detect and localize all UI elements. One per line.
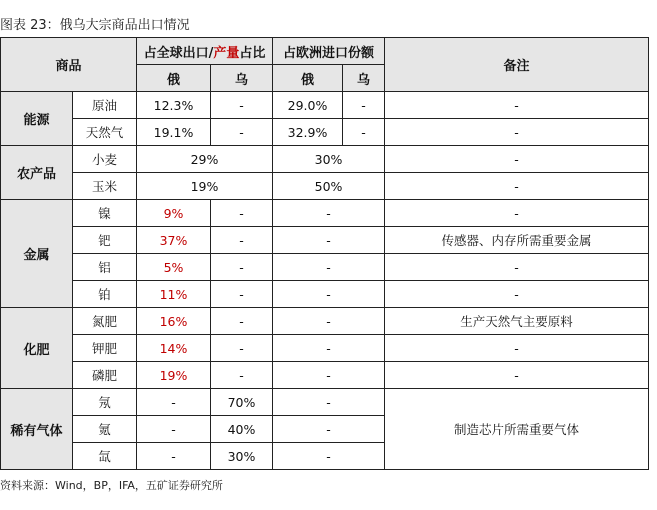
- group-energy: 能源: [1, 92, 73, 146]
- ru-export-cell: -: [137, 416, 211, 443]
- item-name: 原油: [73, 92, 137, 119]
- eu-combined-cell: -: [273, 416, 385, 443]
- table-row: [1, 281, 649, 308]
- item-name: 磷肥: [73, 362, 137, 389]
- header-russia-eu: 俄: [273, 65, 343, 92]
- item-name: 氮肥: [73, 308, 137, 335]
- table-row: [1, 389, 649, 416]
- header-ukraine-eu: 乌: [343, 65, 385, 92]
- eu-combined-cell: -: [273, 254, 385, 281]
- header-eu-import-share: 占欧洲进口份额: [273, 38, 385, 65]
- note-cell: -: [385, 254, 649, 281]
- eu-combined-cell: -: [273, 443, 385, 470]
- ru-export-cell: 16%: [137, 308, 211, 335]
- ua-export-cell: -: [211, 227, 273, 254]
- ua-export-cell: -: [211, 254, 273, 281]
- figure-caption: 图表 23：俄乌大宗商品出口情况: [0, 18, 190, 33]
- ua-export-cell: 30%: [211, 443, 273, 470]
- header-commodity: 商品: [1, 38, 137, 92]
- table-row: [1, 362, 649, 389]
- table-row: [1, 254, 649, 281]
- ua-export-cell: -: [211, 335, 273, 362]
- item-name: 铝: [73, 254, 137, 281]
- note-cell: -: [385, 281, 649, 308]
- item-name: 镍: [73, 200, 137, 227]
- item-name: 小麦: [73, 146, 137, 173]
- table-row: [1, 119, 649, 146]
- note-cell: -: [385, 335, 649, 362]
- note-cell: 传感器、内存所需重要金属: [385, 227, 649, 254]
- item-name: 铂: [73, 281, 137, 308]
- ru-export-cell: 11%: [137, 281, 211, 308]
- header-export-share: [137, 38, 273, 65]
- ua-export-cell: -: [211, 362, 273, 389]
- note-cell: 生产天然气主要原料: [385, 308, 649, 335]
- note-cell: -: [385, 146, 649, 173]
- group-agriculture: 农产品: [1, 146, 73, 200]
- table-row: [1, 227, 649, 254]
- item-name: 氪: [73, 416, 137, 443]
- note-cell: -: [385, 173, 649, 200]
- header-remarks: 备注: [385, 38, 649, 92]
- ru-export-cell: 12.3%: [137, 92, 211, 119]
- note-cell: -: [385, 92, 649, 119]
- ru-export-cell: 19.1%: [137, 119, 211, 146]
- ua-export-cell: -: [211, 92, 273, 119]
- item-name: 天然气: [73, 119, 137, 146]
- item-name: 氖: [73, 389, 137, 416]
- ru-export-cell: 9%: [137, 200, 211, 227]
- export-combined-cell: 29%: [137, 146, 273, 173]
- header-export-share-highlight: 产量: [213, 45, 240, 61]
- ru-export-cell: 14%: [137, 335, 211, 362]
- ru-eu-cell: 32.9%: [273, 119, 343, 146]
- ua-eu-cell: -: [343, 92, 385, 119]
- eu-combined-cell: -: [273, 389, 385, 416]
- table-row: [1, 200, 649, 227]
- commodity-export-table: [0, 37, 649, 470]
- group-rare-gases: 稀有气体: [1, 389, 73, 470]
- eu-combined-cell: -: [273, 281, 385, 308]
- source-note: 资料来源：Wind，BP，IFA，五矿证券研究所: [0, 479, 223, 492]
- table-row: [1, 335, 649, 362]
- header-russia: 俄: [137, 65, 211, 92]
- group-metals: 金属: [1, 200, 73, 308]
- note-cell: -: [385, 362, 649, 389]
- eu-combined-cell: -: [273, 227, 385, 254]
- export-combined-cell: 19%: [137, 173, 273, 200]
- ua-export-cell: 70%: [211, 389, 273, 416]
- item-name: 钾肥: [73, 335, 137, 362]
- ua-export-cell: -: [211, 308, 273, 335]
- eu-combined-cell: -: [273, 200, 385, 227]
- note-cell: -: [385, 200, 649, 227]
- ua-eu-cell: -: [343, 119, 385, 146]
- header-ukraine: 乌: [211, 65, 273, 92]
- ua-export-cell: -: [211, 119, 273, 146]
- table-row: [1, 173, 649, 200]
- ru-export-cell: 19%: [137, 362, 211, 389]
- ua-export-cell: -: [211, 200, 273, 227]
- eu-combined-cell: 50%: [273, 173, 385, 200]
- ru-export-cell: -: [137, 389, 211, 416]
- ua-export-cell: 40%: [211, 416, 273, 443]
- ua-export-cell: -: [211, 281, 273, 308]
- note-cell: -: [385, 119, 649, 146]
- eu-combined-cell: -: [273, 308, 385, 335]
- table-row: [1, 308, 649, 335]
- group-fertilizer: 化肥: [1, 308, 73, 389]
- item-name: 氙: [73, 443, 137, 470]
- table-row: [1, 92, 649, 119]
- eu-combined-cell: 30%: [273, 146, 385, 173]
- eu-combined-cell: -: [273, 362, 385, 389]
- eu-combined-cell: -: [273, 335, 385, 362]
- note-cell-rare-gases: 制造芯片所需重要气体: [385, 389, 649, 470]
- item-name: 玉米: [73, 173, 137, 200]
- ru-export-cell: 5%: [137, 254, 211, 281]
- item-name: 钯: [73, 227, 137, 254]
- ru-export-cell: -: [137, 443, 211, 470]
- ru-export-cell: 37%: [137, 227, 211, 254]
- table-row: [1, 146, 649, 173]
- ru-eu-cell: 29.0%: [273, 92, 343, 119]
- header-export-share-suffix: 占比: [239, 45, 266, 61]
- header-export-share-prefix: 占全球出口/: [143, 45, 214, 61]
